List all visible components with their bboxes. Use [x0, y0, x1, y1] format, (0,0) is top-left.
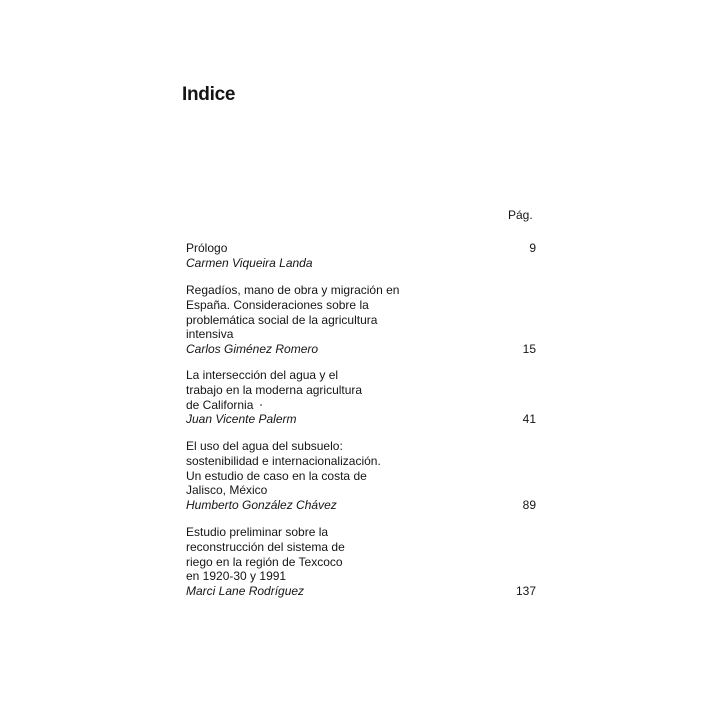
entry-author: Humberto González Chávez — [186, 498, 337, 513]
entry-title-line: reconstrucción del sistema de — [186, 539, 345, 554]
entry-author: Carlos Giménez Romero — [186, 342, 319, 357]
entry-title-line: sostenibilidad e internacionalización. — [186, 453, 381, 468]
entry-page-number: 41 — [522, 412, 536, 426]
entry-title-line: Regadíos, mano de obra y migración en — [186, 283, 400, 297]
entry-title-line: Prólogo — [186, 241, 228, 255]
entry-author: Carmen Viqueira Landa — [186, 255, 313, 270]
entry-page-number: 137 — [515, 584, 536, 598]
entry-page-number: 15 — [522, 342, 536, 356]
entry-page-number: 9 — [529, 241, 536, 255]
entry-title — [186, 368, 418, 412]
entry-title-line: Estudio preliminar sobre la — [186, 525, 329, 539]
toc-entry — [186, 525, 542, 599]
entry-title-line: España. Consideraciones sobre la — [186, 297, 369, 312]
entry-author: Juan Vicente Palerm — [186, 412, 297, 427]
page-title: Indice — [182, 84, 236, 105]
toc-entry — [186, 439, 542, 513]
entry-title-line: Un estudio de caso en la costa de — [186, 468, 367, 483]
entry-title-line: problemática social de la agricultura — [186, 312, 378, 327]
toc-entry — [186, 368, 542, 427]
entry-title-line: Jalisco, México — [186, 483, 268, 498]
scan-speck — [260, 404, 262, 406]
entry-title-line: riego en la región de Texcoco — [186, 554, 343, 569]
page-column-header: Pág. — [508, 208, 533, 222]
entry-title-line: intensiva — [186, 327, 234, 342]
entry-author: Marci Lane Rodríguez — [186, 584, 305, 599]
entry-title-line: La intersección del agua y el — [186, 368, 339, 382]
entry-title-line: trabajo en la moderna agricultura — [186, 382, 363, 397]
entry-title — [186, 525, 418, 584]
entry-title-line: en 1920-30 y 1991 — [186, 569, 287, 584]
toc-entry — [186, 283, 542, 357]
entry-title — [186, 439, 418, 498]
entry-title — [186, 283, 418, 342]
entry-title-line: El uso del agua del subsuelo: — [186, 439, 343, 453]
entry-title-line: de California — [186, 397, 254, 412]
entry-page-number: 89 — [522, 498, 536, 512]
entry-title — [186, 241, 418, 256]
toc-entry — [186, 241, 542, 271]
